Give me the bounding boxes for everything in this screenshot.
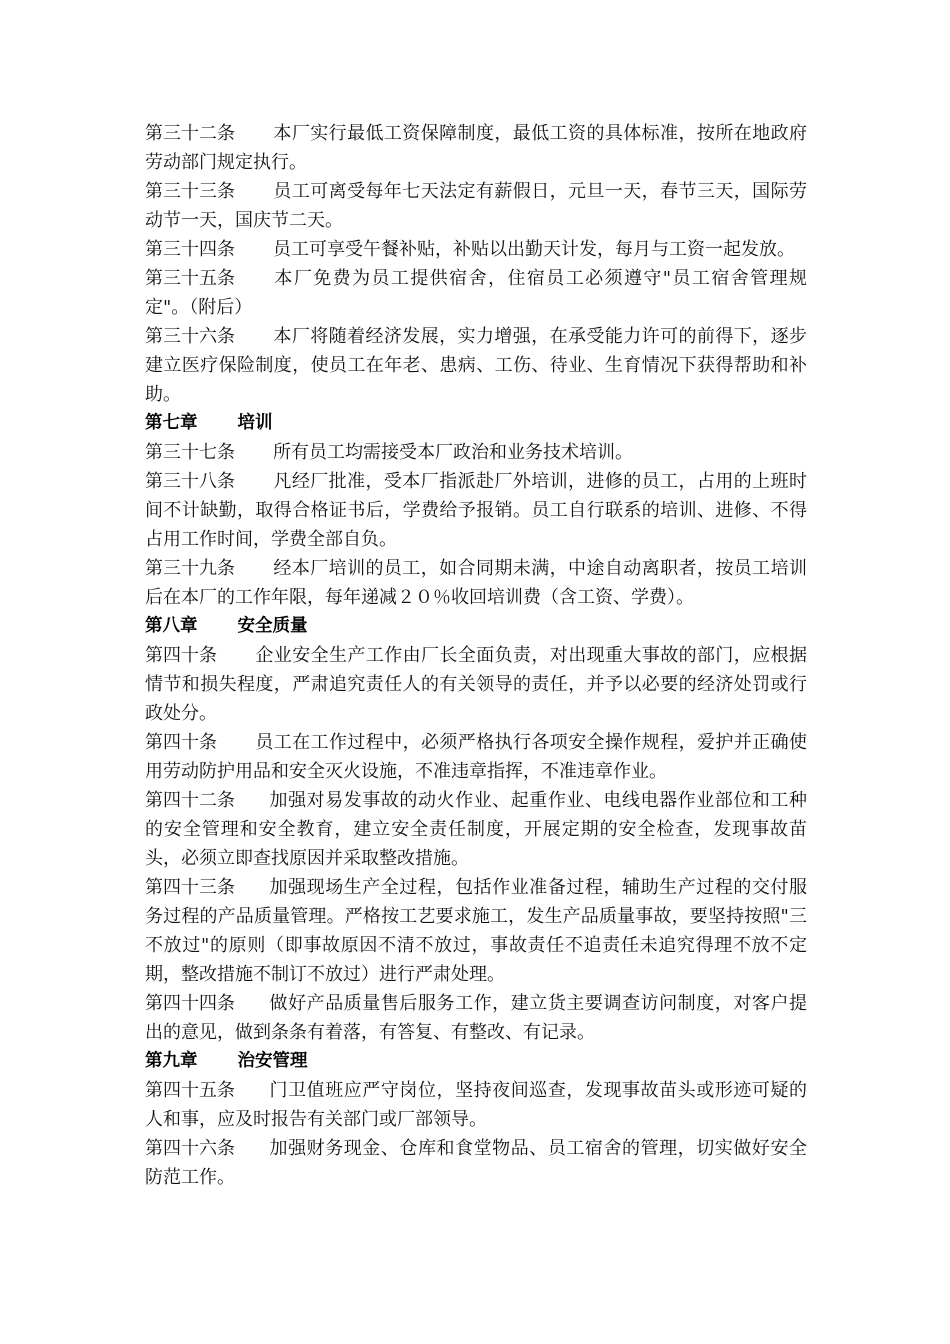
- chapter-number: 第九章: [145, 1051, 198, 1071]
- article: [145, 467, 807, 554]
- article-text: 员工在工作过程中，必须严格执行各项安全操作规程，爱护并正确使用劳动防护用品和安全灭火设施，不准违章指挥，不准违章作业。: [145, 732, 807, 782]
- article: [145, 873, 807, 989]
- article: [145, 989, 807, 1047]
- article-number: 第三十二条: [145, 123, 235, 144]
- article-text: 做好产品质量售后服务工作，建立货主要调查访问制度，对客户提出的意见，做到条条有着落，有答复、有整改、有记录。: [145, 993, 807, 1043]
- chapter-heading: [145, 409, 807, 438]
- article: [145, 1134, 807, 1192]
- article: [145, 119, 807, 177]
- article: [145, 264, 807, 322]
- article: [145, 1076, 807, 1134]
- article: [145, 322, 807, 409]
- article: [145, 786, 807, 873]
- article: [145, 554, 807, 612]
- article-text: 加强现场生产全过程，包括作业准备过程，辅助生产过程的交付服务过程的产品质量管理。严格按工艺要求施工，发生产品质量事故，要坚持按照"三不放过"的原则（即事故原因不清不放过，事故责任不追责任未追究得理不放不定期，整改措施不制订不放过）进行严肃处理。: [145, 877, 807, 985]
- chapter-heading: [145, 1047, 807, 1076]
- article-text: 员工可享受午餐补贴，补贴以出勤天计发，每月与工资一起发放。: [273, 239, 795, 260]
- article-text: 凡经厂批准，受本厂指派赴厂外培训，进修的员工，占用的上班时间不计缺勤，取得合格证书后，学费给予报销。员工自行联系的培训、进修、不得占用工作时间，学费全部自负。: [145, 471, 807, 550]
- article-number: 第三十九条: [145, 558, 235, 579]
- article-number: 第四十条: [145, 732, 217, 753]
- article-text: 所有员工均需接受本厂政治和业务技术培训。: [273, 442, 633, 463]
- article-text: 加强对易发事故的动火作业、起重作业、电线电器作业部位和工种的安全管理和安全教育，建立安全责任制度，开展定期的安全检查，发现事故苗头，必须立即查找原因并采取整改措施。: [145, 790, 807, 869]
- article-number: 第四十条: [145, 645, 217, 666]
- document-body: [145, 119, 807, 1192]
- chapter-number: 第七章: [145, 413, 198, 433]
- chapter-title: 治安管理: [237, 1051, 308, 1071]
- article: [145, 235, 807, 264]
- article-text: 经本厂培训的员工，如合同期未满，中途自动离职者，按员工培训后在本厂的工作年限，每年递减２０％收回培训费（含工资、学费）。: [145, 558, 807, 608]
- chapter-title: 培训: [237, 413, 273, 433]
- chapter-number: 第八章: [145, 616, 198, 636]
- article-number: 第四十二条: [145, 790, 235, 811]
- article-number: 第三十七条: [145, 442, 235, 463]
- article-number: 第三十八条: [145, 471, 235, 492]
- article-number: 第三十六条: [145, 326, 235, 347]
- article-text: 员工可离受每年七天法定有薪假日，元旦一天，春节三天，国际劳动节一天，国庆节二天。: [145, 181, 807, 231]
- chapter-heading: [145, 612, 807, 641]
- article-text: 本厂将随着经济发展，实力增强，在承受能力许可的前得下，逐步建立医疗保险制度，使员工在年老、患病、工伤、待业、生育情况下获得帮助和补助。: [145, 326, 807, 405]
- article-number: 第四十六条: [145, 1138, 235, 1159]
- article-text: 企业安全生产工作由厂长全面负责，对出现重大事故的部门，应根据情节和损失程度，严肃追究责任人的有关领导的责任，并予以必要的经济处罚或行政处分。: [145, 645, 807, 724]
- article-text: 本厂免费为员工提供宿舍，住宿员工必须遵守"员工宿舍管理规定"。（附后）: [145, 268, 807, 318]
- article-text: 门卫值班应严守岗位，坚持夜间巡查，发现事故苗头或形迹可疑的人和事，应及时报告有关部门或厂部领导。: [145, 1080, 807, 1130]
- article-number: 第三十五条: [145, 268, 235, 289]
- article: [145, 728, 807, 786]
- article: [145, 438, 807, 467]
- article-text: 加强财务现金、仓库和食堂物品、员工宿舍的管理，切实做好安全防范工作。: [145, 1138, 807, 1188]
- chapter-title: 安全质量: [237, 616, 308, 636]
- article-number: 第三十三条: [145, 181, 235, 202]
- article: [145, 641, 807, 728]
- article: [145, 177, 807, 235]
- article-number: 第四十三条: [145, 877, 235, 898]
- article-text: 本厂实行最低工资保障制度，最低工资的具体标准，按所在地政府劳动部门规定执行。: [145, 123, 807, 173]
- article-number: 第三十四条: [145, 239, 235, 260]
- article-number: 第四十四条: [145, 993, 235, 1014]
- article-number: 第四十五条: [145, 1080, 235, 1101]
